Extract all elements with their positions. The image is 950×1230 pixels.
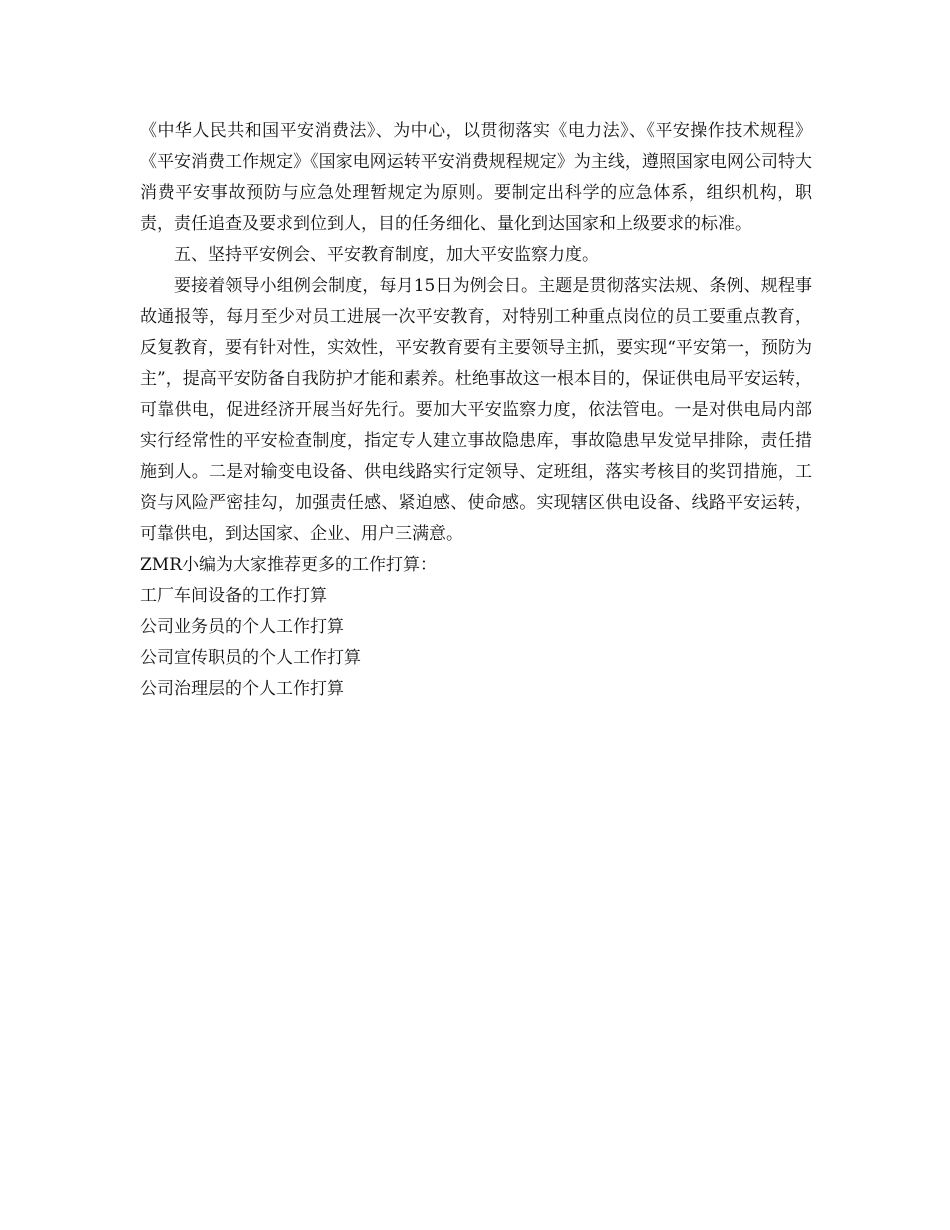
section-heading-safety-meetings: 五、坚持平安例会、平安教育制度，加大平安监察力度。 — [174, 245, 599, 265]
document-body — [140, 116, 812, 705]
paragraph-safety-supervision: 要接着领导小组例会制度，每月15日为例会日。主题是贯彻落实法规、条例、规程事故通报等，每月至少对员工进展一次平安教育，对特别工种重点岗位的员工要重点教育，反复教育，要有针对性，实效性，平安教育要有主要领导主抓，要实现“平安第一，预防为主”，提高平安防备自我防护才能和素养。杜绝事故这一根本目的，保证供电局平安运转，可靠供电，促进经济开展当好先行。要加大平安监察力度，依法管电。一是对供电局内部实行经常性的平安检查制度，指定专人建立事故隐患库，事故隐患早发觉早排除，责任措施到人。二是对输变电设备、供电线路实行定领导、定班组，落实考核目的奖罚措施，工资与风险严密挂勾，加强责任感、紧迫感、使命感。实现辖区供电设备、线路平安运转，可靠供电，到达国家、企业、用户三满意。 — [140, 276, 812, 544]
recommend-link-management[interactable]: 公司治理层的个人工作打算 — [140, 679, 344, 699]
recommend-link-publicity-staff[interactable]: 公司宣传职员的个人工作打算 — [140, 648, 361, 668]
paragraph-safety-law-framework: 《中华人民共和国平安消费法》、为中心，以贯彻落实《电力法》、《平安操作技术规程》《平安消费工作规定》《国家电网运转平安消费规程规定》为主线，遵照国家电网公司特大消费平安事故预防与应急处理暂规定为原则。要制定出科学的应急体系，组织机构，职责，责任追查及要求到位到人，目的任务细化、量化到达国家和上级要求的标准。 — [140, 121, 812, 234]
recommend-link-factory-equipment[interactable]: 工厂车间设备的工作打算 — [140, 586, 327, 606]
recommend-link-list — [140, 581, 812, 705]
recommend-link-salesperson[interactable]: 公司业务员的个人工作打算 — [140, 617, 344, 637]
recommend-intro: ZMR小编为大家推荐更多的工作打算： — [140, 555, 438, 575]
